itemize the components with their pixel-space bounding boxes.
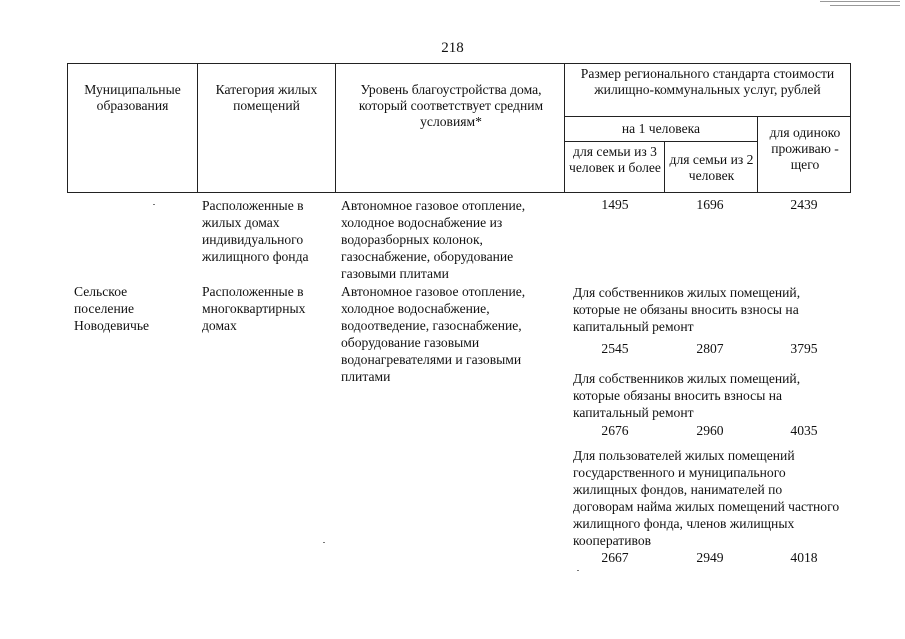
group2-value-family3: 2676 (601, 423, 629, 438)
group2-note: Для собственников жилых помещений, которые обязаны вносить взносы на капитальный ремонт (573, 371, 801, 420)
header-municipality: Муниципальные образования (84, 82, 181, 113)
scan-speck (153, 204, 155, 205)
group1-value-family3: 2545 (601, 341, 629, 356)
row1-value-family2: 1696 (696, 197, 724, 212)
group1-value-family2: 2807 (696, 341, 724, 356)
header-family2: для семьи из 2 человек (669, 152, 754, 183)
column-divider (197, 63, 198, 193)
group3-value-single: 4018 (790, 550, 818, 565)
row1-value-single: 2439 (790, 197, 818, 212)
row1-category: Расположенные в жилых домах индивидуального жилищного фонда (202, 198, 309, 264)
row2-category: Расположенные в многоквартирных домах (202, 284, 306, 333)
scan-line (820, 1, 900, 2)
group3-note: Для пользователей жилых помещений государственного и муниципального жилищных фондов, нанимателей по договорам найма жилых помещений частного жилищного фонда, членов жилищных кооперативов (573, 448, 840, 548)
group3-value-family2: 2949 (696, 550, 724, 565)
scan-speck (577, 570, 579, 571)
scan-line (830, 5, 900, 6)
scan-speck (323, 542, 325, 543)
group3-value-family3: 2667 (601, 550, 629, 565)
group1-note: Для собственников жилых помещений, которые не обязаны вносить взносы на капитальный ремонт (573, 285, 801, 334)
header-family3: для семьи из 3 человек и более (569, 144, 661, 175)
row2-level: Автономное газовое отопление, холодное водоснабжение, водоотведение, газоснабжение, оборудование газовыми водонагревателями и газовыми плитами (341, 284, 526, 384)
header-per-person: на 1 человека (621, 121, 701, 136)
header-category: Категория жилых помещений (215, 82, 318, 113)
group2-value-single: 4035 (790, 423, 818, 438)
row1-level: Автономное газовое отопление, холодное водоснабжение из водоразборных колонок, газоснабжение, оборудование газовыми плитами (341, 198, 526, 281)
header-level: Уровень благоустройства дома, который соответствует средним условиям* (358, 82, 544, 129)
row-divider (564, 116, 851, 117)
header-single: для одиноко проживаю - щего (769, 125, 841, 172)
row1-value-family3: 1495 (601, 197, 629, 212)
row2-municipality: Сельское поселение Новодевичье (74, 284, 150, 333)
group2-value-family2: 2960 (696, 423, 724, 438)
column-divider (335, 63, 336, 193)
group1-value-single: 3795 (790, 341, 818, 356)
column-divider (757, 116, 758, 193)
column-divider (664, 141, 665, 193)
header-size: Размер регионального стандарта стоимости жилищно-коммунальных услуг, рублей (580, 66, 835, 97)
row-divider (564, 141, 757, 142)
page-number: 218 (441, 40, 464, 56)
